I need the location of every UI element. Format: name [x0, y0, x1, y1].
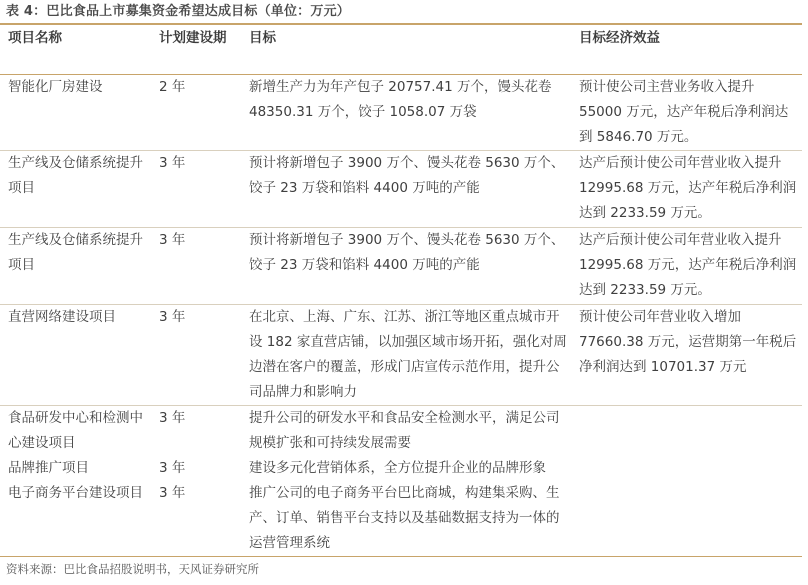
cell-economic-benefit: [573, 481, 802, 557]
table-row: [0, 456, 802, 481]
table-row: [0, 406, 802, 457]
cell-goal: 预计将新增包子 3900 万个、馒头花卷 5630 万个、饺子 23 万袋和馅料 4400 万吨的产能: [243, 151, 573, 228]
header-project-name: 项目名称: [8, 30, 62, 46]
cell-economic-benefit: [573, 456, 802, 481]
cell-build-period: 3 年: [159, 485, 186, 501]
cell-goal: 建设多元化营销体系，全方位提升企业的品牌形象: [249, 460, 546, 476]
cell-build-period: 3 年: [159, 410, 186, 426]
header-goal: 目标: [249, 30, 276, 46]
cell-economic-benefit: [573, 406, 802, 457]
cell-goal: 预计将新增包子 3900 万个、馒头花卷 5630 万个、饺子 23 万袋和馅料 4400 万吨的产能: [243, 228, 573, 305]
cell-build-period: 3 年: [153, 151, 243, 228]
cell-economic-benefit: 达产后预计使公司年营业收入提升 12995.68 万元，达产年税后净利润达到 2233.59 万元。: [573, 151, 802, 228]
table-header-row: [0, 25, 802, 75]
cell-project-name: 电子商务平台建设项目: [8, 485, 143, 501]
cell-goal: 新增生产力为年产包子 20757.41 万个，馒头花卷 48350.31 万个，饺子 1058.07 万袋: [243, 75, 573, 151]
cell-economic-benefit: 预计使公司主营业务收入提升 55000 万元，达产年税后净利润达到 5846.70 万元。: [573, 75, 802, 151]
table-row: [0, 228, 802, 305]
cell-goal: 在北京、上海、广东、江苏、浙江等地区重点城市开设 182 家直营店铺，以加强区域市场开拓，强化对周边潜在客户的覆盖，形成门店宣传示范作用，提升公司品牌力和影响力: [243, 305, 573, 406]
table-row: [0, 75, 802, 151]
source-note: 资料来源：巴比食品招股说明书，天风证券研究所: [6, 562, 259, 576]
cell-project-name: 食品研发中心和检测中心建设项目: [8, 410, 143, 451]
cell-project-name: 直营网络建设项目: [0, 305, 153, 406]
cell-project-name: 生产线及仓储系统提升项目: [0, 151, 153, 228]
cell-project-name: 品牌推广项目: [8, 460, 89, 476]
cell-economic-benefit: 达产后预计使公司年营业收入提升 12995.68 万元，达产年税后净利润达到 2233.59 万元。: [573, 228, 802, 305]
table-row: [0, 151, 802, 228]
cell-build-period: 3 年: [153, 228, 243, 305]
cell-goal: 提升公司的研发水平和食品安全检测水平，满足公司规模扩张和可持续发展需要: [249, 410, 560, 451]
cell-goal: 推广公司的电子商务平台巴比商城，构建集采购、生产、订单、销售平台支持以及基础数据支持为一体的运营管理系统: [249, 485, 560, 551]
bottom-rule: [0, 556, 802, 557]
cell-build-period: 3 年: [159, 460, 186, 476]
header-build-period: 计划建设期: [159, 30, 227, 46]
header-economic-benefit: 目标经济效益: [579, 30, 660, 46]
cell-project-name: 生产线及仓储系统提升项目: [0, 228, 153, 305]
cell-build-period: 3 年: [153, 305, 243, 406]
fundraising-goals-table: [0, 25, 802, 557]
table-row: [0, 305, 802, 406]
table-title: 表 4：巴比食品上市募集资金希望达成目标（单位：万元）: [6, 4, 350, 19]
cell-project-name: 智能化厂房建设: [0, 75, 153, 151]
cell-build-period: 2 年: [153, 75, 243, 151]
cell-economic-benefit: 预计使公司年营业收入增加 77660.38 万元，运营期第一年税后净利润达到 10701.37 万元: [573, 305, 802, 406]
table-row: [0, 481, 802, 557]
